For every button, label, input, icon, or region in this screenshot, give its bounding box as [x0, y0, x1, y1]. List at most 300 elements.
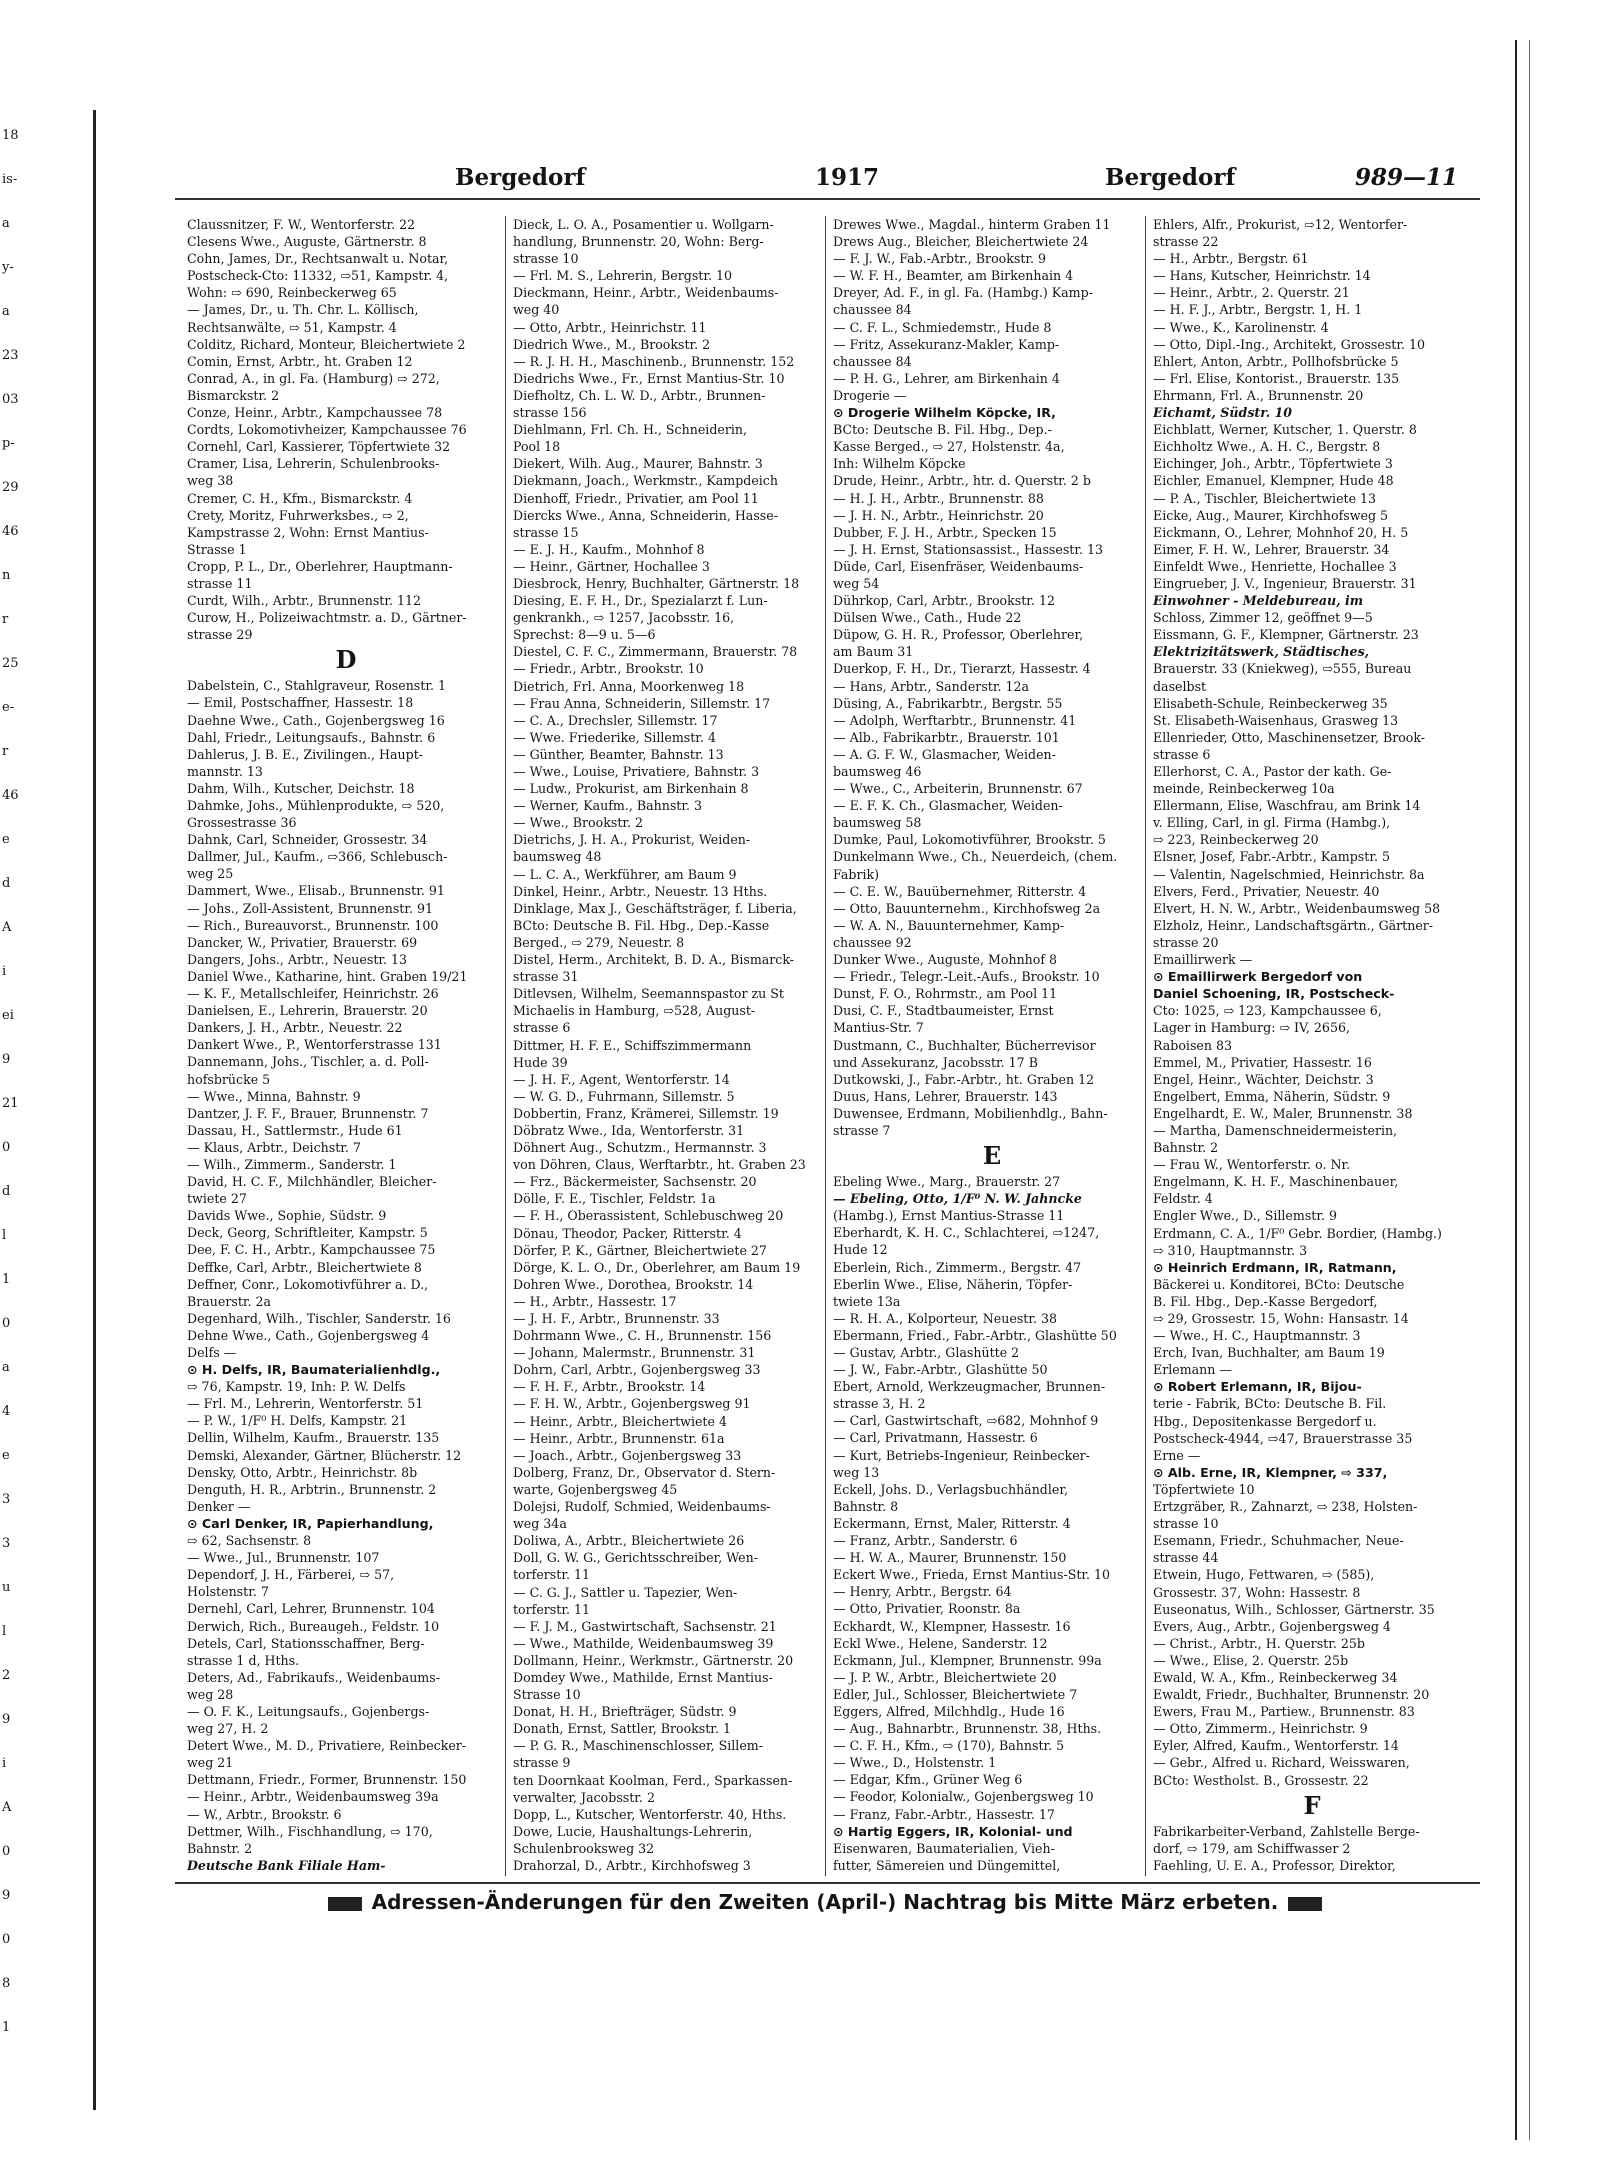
directory-entry: Diekmann, Joach., Werkmstr., Kampdeich — [513, 473, 778, 489]
directory-entry: — A. G. F. W., Glasmacher, Weiden- — [833, 746, 1056, 762]
fragment-text: a — [2, 216, 10, 231]
directory-entry: Evers, Aug., Arbtr., Gojenbergsweg 4 — [1153, 1618, 1391, 1634]
directory-entry: Dohrmann Wwe., C. H., Brunnenstr. 156 — [513, 1328, 772, 1344]
directory-entry: Denker — — [187, 1498, 251, 1514]
pointing-hand-icon — [1288, 1897, 1322, 1911]
advertisement-entry: ⊙ Hartig Eggers, IR, Kolonial- und — [833, 1823, 1073, 1839]
directory-entry: Engelhardt, E. W., Maler, Brunnenstr. 38 — [1153, 1105, 1413, 1121]
directory-entry: Fabrikarbeiter-Verband, Zahlstelle Berge- — [1153, 1823, 1420, 1839]
directory-entry: Diestel, C. F. C., Zimmermann, Brauerstr. 78 — [513, 644, 798, 660]
directory-entry: — Frau Anna, Schneiderin, Sillemstr. 17 — [513, 695, 771, 711]
directory-entry: Eimer, F. H. W., Lehrer, Brauerstr. 34 — [1153, 541, 1390, 557]
directory-entry: Düsing, A., Fabrikarbtr., Bergstr. 55 — [833, 695, 1063, 711]
directory-entry: Engelmann, K. H. F., Maschinenbauer, — [1153, 1174, 1399, 1190]
advertisement-entry: ⊙ Heinrich Erdmann, IR, Ratmann, — [1153, 1259, 1397, 1275]
fragment-text: is- — [2, 172, 18, 187]
fragment-text: l — [2, 1228, 7, 1243]
directory-entry: ⇨ 62, Sachsenstr. 8 — [187, 1533, 312, 1549]
directory-entry: — Otto, Arbtr., Heinrichstr. 11 — [513, 319, 707, 335]
directory-entry: Diedrichs Wwe., Fr., Ernst Mantius-Str. 10 — [513, 370, 785, 386]
directory-entry: — Martha, Damenschneidermeisterin, — [1153, 1122, 1398, 1138]
directory-entry: Drahorzal, D., Arbtr., Kirchhofsweg 3 — [513, 1858, 751, 1873]
directory-entry: Cordts, Lokomotivheizer, Kampchaussee 76 — [187, 422, 467, 438]
directory-entry — [833, 1874, 1151, 1876]
fragment-text: 21 — [2, 1096, 19, 1111]
directory-entry: Eicke, Aug., Maurer, Kirchhofsweg 5 — [1153, 507, 1389, 523]
directory-entry: — W. A. N., Bauunternehmer, Kamp- — [833, 917, 1065, 933]
advertisement-entry: ⊙ Drogerie Wilhelm Köpcke, IR, — [833, 405, 1056, 421]
advertisement-entry: ⊙ H. Delfs, IR, Baumaterialienhdlg., — [187, 1362, 441, 1378]
directory-entry: Detels, Carl, Stationsschaffner, Berg- — [187, 1635, 425, 1651]
fragment-text: 23 — [2, 348, 19, 363]
directory-entry: — Frz., Bäckermeister, Sachsenstr. 20 — [513, 1174, 757, 1190]
directory-entry: — O. F. K., Leitungsaufs., Gojenbergs- — [187, 1703, 430, 1719]
directory-entry: — C. A., Drechsler, Sillemstr. 17 — [513, 712, 718, 728]
directory-entry: — P. H. G., Lehrer, am Birkenhain 4 — [833, 370, 1060, 386]
directory-entry: Dolejsi, Rudolf, Schmied, Weidenbaums- — [513, 1499, 771, 1515]
directory-entry: Postscheck-Cto: 11332, ⇨51, Kampstr. 4, — [187, 268, 449, 284]
fragment-text: 0 — [2, 1140, 11, 1155]
directory-entry: Eberhardt, K. H. C., Schlachterei, ⇨1247, — [833, 1225, 1100, 1241]
directory-entry: weg 27, H. 2 — [187, 1721, 269, 1737]
directory-entry: strasse 3, H. 2 — [833, 1396, 926, 1412]
directory-entry: — Otto, Zimmerm., Heinrichstr. 9 — [1153, 1721, 1368, 1737]
directory-entry: strasse 31 — [513, 969, 579, 985]
book-spine-edge — [1515, 40, 1545, 2140]
directory-entry: Dannemann, Johs., Tischler, a. d. Poll- — [187, 1054, 429, 1070]
footer-text: Adressen-Änderungen für den Zweiten (April-) Nachtrag bis Mitte März erbeten. — [371, 1890, 1279, 1914]
advertisement-entry: ⊙ Carl Denker, IR, Papierhandlung, — [187, 1515, 434, 1531]
section-letter: D — [335, 645, 357, 675]
fragment-text: 29 — [2, 480, 19, 495]
directory-entry: Dellin, Wilhelm, Kaufm., Brauerstr. 135 — [187, 1430, 440, 1446]
directory-entry: Eberlin Wwe., Elise, Näherin, Töpfer- — [833, 1276, 1073, 1292]
directory-entry: Berged., ⇨ 279, Neuestr. 8 — [513, 934, 685, 950]
directory-entry: — Alb., Fabrikarbtr., Brauerstr. 101 — [833, 729, 1060, 745]
advertisement-entry: ⊙ Alb. Erne, IR, Klempner, ⇨ 337, — [1153, 1464, 1388, 1480]
directory-entry: Dee, F. C. H., Arbtr., Kampchaussee 75 — [187, 1242, 436, 1258]
directory-entry: Wohn: ⇨ 690, Reinbeckerweg 65 — [187, 285, 397, 301]
directory-entry: Diesbrock, Henry, Buchhalter, Gärtnerstr. 18 — [513, 575, 800, 591]
directory-entry: Engler Wwe., D., Sillemstr. 9 — [1153, 1208, 1337, 1224]
directory-entry: — J. H. N., Arbtr., Heinrichstr. 20 — [833, 507, 1044, 523]
directory-entry: Raboisen 83 — [1153, 1037, 1233, 1053]
directory-entry: Dubber, F. J. H., Arbtr., Specken 15 — [833, 524, 1057, 540]
directory-entry: Elisabeth-Schule, Reinbeckerweg 35 — [1153, 695, 1388, 711]
directory-entry: genkrankh., ⇨ 1257, Jacobsstr. 16, — [513, 610, 735, 626]
directory-entry: strasse 10 — [513, 251, 579, 267]
fragment-text: 46 — [2, 788, 19, 803]
directory-entry: Dassau, H., Sattlermstr., Hude 61 — [187, 1122, 403, 1138]
advertisement-entry: Daniel Schoening, IR, Postscheck- — [1153, 986, 1395, 1002]
directory-entry: Dobbertin, Franz, Krämerei, Sillemstr. 19 — [513, 1105, 779, 1121]
directory-entry: meinde, Reinbeckerweg 10a — [1153, 781, 1335, 797]
fragment-text: ei — [2, 1008, 14, 1023]
directory-entry: Dancker, W., Privatier, Brauerstr. 69 — [187, 934, 418, 950]
directory-entry: Dohrn, Carl, Arbtr., Gojenbergsweg 33 — [513, 1362, 761, 1378]
directory-entry: — J. P. W., Arbtr., Bleichertwiete 20 — [833, 1669, 1057, 1685]
directory-entry: — James, Dr., u. Th. Chr. L. Köllisch, — [187, 302, 419, 318]
directory-entry: Drogerie — — [833, 387, 907, 403]
directory-entry: dorf, ⇨ 179, am Schiffwasser 2 — [1153, 1840, 1351, 1856]
directory-entry — [1153, 1874, 1471, 1876]
directory-entry: Eichholtz Wwe., A. H. C., Bergstr. 8 — [1153, 439, 1381, 455]
directory-entry: Düde, Carl, Eisenfräser, Weidenbaums- — [833, 558, 1084, 574]
fragment-text: u — [2, 1580, 11, 1595]
directory-entry: Duerkop, F. H., Dr., Tierarzt, Hassestr. 4 — [833, 661, 1091, 677]
directory-entry: Mantius-Str. 7 — [833, 1020, 924, 1036]
directory-entry: — Frl. M. S., Lehrerin, Bergstr. 10 — [513, 268, 733, 284]
directory-entry: Faehling, U. E. A., Professor, Direktor, — [1153, 1857, 1396, 1873]
fragment-text: a — [2, 304, 10, 319]
directory-entry: Emaillirwerk — — [1153, 952, 1253, 968]
directory-entry: terie - Fabrik, BCto: Deutsche B. Fil. — [1153, 1396, 1387, 1412]
directory-entry: Curow, H., Polizeiwachtmstr. a. D., Gärtner- — [187, 610, 467, 626]
fragment-text: 0 — [2, 1316, 11, 1331]
directory-entry: Dangers, Johs., Arbtr., Neuestr. 13 — [187, 951, 408, 967]
directory-entry: Detert Wwe., M. D., Privatiere, Reinbecker- — [187, 1738, 467, 1754]
directory-entry: strasse 15 — [513, 524, 579, 540]
directory-entry: Brauerstr. 33 (Kniekweg), ⇨555, Bureau — [1153, 661, 1412, 677]
directory-entry: B. Fil. Hbg., Dep.-Kasse Bergedorf, — [1153, 1293, 1378, 1309]
directory-entry: Dahm, Wilh., Kutscher, Deichstr. 18 — [187, 780, 415, 796]
directory-entry: — F. J. M., Gastwirtschaft, Sachsenstr. 21 — [513, 1618, 777, 1634]
directory-entry: Diercks Wwe., Anna, Schneiderin, Hasse- — [513, 507, 778, 523]
directory-entry: torferstr. 11 — [513, 1601, 590, 1617]
directory-entry: Düpow, G. H. R., Professor, Oberlehrer, — [833, 627, 1084, 643]
directory-entry: — Wwe., Louise, Privatiere, Bahnstr. 3 — [513, 764, 760, 779]
directory-entry: Eyler, Alfred, Kaufm., Wentorferstr. 14 — [1153, 1738, 1399, 1754]
directory-entry: Erdmann, C. A., 1/F⁰ Gebr. Bordier, (Hambg.) — [1153, 1225, 1442, 1241]
directory-entry: — Frl. M., Lehrerin, Wentorferstr. 51 — [187, 1396, 424, 1412]
adjacent-page-fragment — [0, 110, 96, 2110]
directory-entry: Etwein, Hugo, Fettwaren, ⇨ (585), — [1153, 1567, 1375, 1583]
directory-entry: Deck, Georg, Schriftleiter, Kampstr. 5 — [187, 1225, 428, 1241]
fragment-text: r — [2, 744, 9, 759]
directory-entry: — H. W. A., Maurer, Brunnenstr. 150 — [833, 1550, 1067, 1566]
directory-entry: — Heinr., Arbtr., Weidenbaumsweg 39a — [187, 1789, 439, 1805]
directory-entry: Dettmann, Friedr., Former, Brunnenstr. 150 — [187, 1772, 467, 1788]
column-2 — [513, 216, 831, 1876]
directory-entry: — C. F. H., Kfm., ⇨ (170), Bahnstr. 5 — [833, 1738, 1065, 1754]
fragment-text: d — [2, 1184, 11, 1199]
directory-entry: Schulenbrooksweg 32 — [513, 1840, 655, 1856]
directory-entry: — Christ., Arbtr., H. Querstr. 25b — [1153, 1635, 1365, 1651]
directory-entry: Cohn, James, Dr., Rechtsanwalt u. Notar, — [187, 251, 449, 267]
directory-entry: Dölle, F. E., Tischler, Feldstr. 1a — [513, 1191, 716, 1207]
directory-entry: Hude 39 — [513, 1054, 568, 1070]
fragment-text: 3 — [2, 1536, 11, 1551]
directory-entry: Rechtsanwälte, ⇨ 51, Kampstr. 4 — [187, 319, 397, 335]
directory-entry: Eckmann, Jul., Klempner, Brunnenstr. 99a — [833, 1652, 1102, 1668]
directory-entry: Demski, Alexander, Gärtner, Blücherstr. 12 — [187, 1447, 462, 1463]
directory-entry: Donath, Ernst, Sattler, Brookstr. 1 — [513, 1721, 731, 1737]
directory-entry: Deffner, Conr., Lokomotivführer a. D., — [187, 1276, 429, 1292]
directory-entry: weg 40 — [513, 302, 560, 318]
directory-entry: Dienhoff, Friedr., Privatier, am Pool 11 — [513, 490, 759, 506]
directory-entry: — W., Arbtr., Brookstr. 6 — [187, 1806, 342, 1822]
directory-entry: Clesens Wwe., Auguste, Gärtnerstr. 8 — [187, 234, 427, 250]
section-letter: E — [982, 1141, 1002, 1171]
directory-entry: Deffke, Carl, Arbtr., Bleichertwiete 8 — [187, 1259, 422, 1275]
directory-entry: Feldstr. 4 — [1153, 1191, 1213, 1207]
directory-entry: Hude 12 — [833, 1242, 888, 1258]
directory-entry: Dahnk, Carl, Schneider, Grossestr. 34 — [187, 832, 428, 848]
directory-entry: — F. J. W., Fab.-Arbtr., Brookstr. 9 — [833, 251, 1047, 267]
directory-entry: — Friedr., Arbtr., Brookstr. 10 — [513, 661, 704, 677]
directory-entry: Eckell, Johs. D., Verlagsbuchhändler, — [833, 1481, 1068, 1497]
directory-entry: — R. H. A., Kolporteur, Neuestr. 38 — [833, 1310, 1058, 1326]
directory-entry: Densky, Otto, Arbtr., Heinrichstr. 8b — [187, 1464, 418, 1480]
page-edge-line — [93, 110, 96, 2110]
directory-entry: Kampstrasse 2, Wohn: Ernst Mantius- — [187, 524, 429, 540]
directory-entry: David, H. C. F., Milchhändler, Bleicher- — [187, 1174, 437, 1190]
directory-entry: daselbst — [1153, 678, 1207, 694]
directory-entry: baumsweg 46 — [833, 764, 922, 779]
directory-entry: chaussee 84 — [833, 353, 912, 369]
directory-entry: BCto: Deutsche B. Fil. Hbg., Dep.-Kasse — [513, 917, 770, 933]
directory-entry: Dieckmann, Heinr., Arbtr., Weidenbaums- — [513, 285, 779, 301]
directory-entry: Denguth, H. R., Arbtrin., Brunnenstr. 2 — [187, 1481, 437, 1497]
directory-entry: Conrad, A., in gl. Fa. (Hamburg) ⇨ 272, — [187, 370, 440, 386]
directory-entry: Einfeldt Wwe., Henriette, Hochallee 3 — [1153, 558, 1397, 574]
directory-entry: Eichinger, Joh., Arbtr., Töpfertwiete 3 — [1153, 456, 1393, 472]
fragment-text: 18 — [2, 128, 19, 143]
directory-entry: — H., Arbtr., Bergstr. 61 — [1153, 251, 1309, 267]
fragment-text: p- — [2, 436, 15, 451]
directory-entry: Dowe, Lucie, Haushaltungs-Lehrerin, — [513, 1823, 753, 1839]
directory-entry: Hbg., Depositenkasse Bergedorf u. — [1153, 1413, 1377, 1429]
directory-entry: Doliwa, A., Arbtr., Bleichertwiete 26 — [513, 1533, 745, 1549]
directory-entry: Cornehl, Carl, Kassierer, Töpfertwiete 32 — [187, 439, 451, 455]
directory-entry: Ewaldt, Friedr., Buchhalter, Brunnenstr. 20 — [1153, 1687, 1430, 1703]
directory-entry: Ellerhorst, C. A., Pastor der kath. Ge- — [1153, 764, 1392, 779]
directory-entry: v. Elling, Carl, in gl. Firma (Hambg.), — [1153, 815, 1391, 831]
directory-entry: chaussee 84 — [833, 302, 912, 318]
directory-entry: weg 34a — [513, 1516, 567, 1532]
page-header — [175, 160, 1480, 194]
directory-entry: — Feodor, Kolonialw., Gojenbergsweg 10 — [833, 1789, 1094, 1805]
fragment-text: d — [2, 876, 11, 891]
fragment-text: y- — [2, 260, 14, 275]
directory-entry: — W. F. H., Beamter, am Birkenhain 4 — [833, 268, 1074, 284]
directory-entry: — Heinr., Arbtr., 2. Querstr. 21 — [1153, 285, 1350, 301]
column-1 — [187, 216, 505, 1876]
directory-entry: — J. H. F., Arbtr., Brunnenstr. 33 — [513, 1311, 720, 1326]
directory-entry: strasse 6 — [1153, 746, 1211, 762]
directory-entry: Lager in Hamburg: ⇨ IV, 2656, — [1153, 1020, 1350, 1036]
directory-entry: Dahlerus, J. B. E., Zivilingen., Haupt- — [187, 746, 424, 762]
highlighted-entry — [187, 1874, 505, 1876]
fragment-text: i — [2, 964, 7, 979]
directory-entry: — Hans, Kutscher, Heinrichstr. 14 — [1153, 268, 1371, 284]
directory-entry: Degenhard, Wilh., Tischler, Sanderstr. 16 — [187, 1310, 451, 1326]
directory-entry: Eissmann, G. F., Klempner, Gärtnerstr. 23 — [1153, 627, 1419, 643]
fragment-text: n — [2, 568, 11, 583]
directory-entry: Comin, Ernst, Arbtr., ht. Graben 12 — [187, 353, 413, 369]
directory-entry: baumsweg 48 — [513, 849, 602, 865]
directory-entry: Pool 18 — [513, 439, 561, 455]
directory-entry: Dinkel, Heinr., Arbtr., Neuestr. 13 Hths. — [513, 883, 768, 899]
directory-entry: ⇨ 223, Reinbeckerweg 20 — [1153, 832, 1319, 848]
directory-entry: — J. W., Fabr.-Arbtr., Glashütte 50 — [833, 1362, 1048, 1378]
directory-entry: Ellermann, Elise, Waschfrau, am Brink 14 — [1153, 798, 1421, 814]
directory-entry: Ebermann, Fried., Fabr.-Arbtr., Glashütte 50 — [833, 1327, 1117, 1343]
directory-entry: Eckermann, Ernst, Maler, Ritterstr. 4 — [833, 1515, 1071, 1531]
directory-entry: Daehne Wwe., Cath., Gojenbergsweg 16 — [187, 712, 445, 728]
directory-entry: Eickmann, O., Lehrer, Mohnhof 20, H. 5 — [1153, 524, 1409, 540]
directory-entry: Döhnert Aug., Schutzm., Hermannstr. 3 — [513, 1140, 767, 1156]
directory-entry: Eichblatt, Werner, Kutscher, 1. Querstr. 8 — [1153, 422, 1417, 438]
directory-entry: Dunst, F. O., Rohrmstr., am Pool 11 — [833, 986, 1058, 1002]
directory-entry: Eckert Wwe., Frieda, Ernst Mantius-Str. 10 — [833, 1567, 1111, 1583]
directory-entry: — Wwe., D., Holstenstr. 1 — [833, 1755, 997, 1771]
directory-entry: weg 13 — [833, 1464, 880, 1480]
directory-entry: Ehlert, Anton, Arbtr., Pollhofsbrücke 5 — [1153, 353, 1399, 369]
directory-entry: — Otto, Dipl.-Ing., Architekt, Grossestr. 10 — [1153, 336, 1426, 352]
directory-entry: Cremer, C. H., Kfm., Bismarckstr. 4 — [187, 490, 413, 506]
directory-entry: — J. H. Ernst, Stationsassist., Hassestr. 13 — [833, 541, 1104, 557]
header-right-place: Bergedorf — [1105, 164, 1236, 191]
fragment-text: 0 — [2, 1932, 11, 1947]
directory-entry: Diesing, E. F. H., Dr., Spezialarzt f. Lun- — [513, 593, 768, 609]
directory-entry: Domdey Wwe., Mathilde, Ernst Mantius- — [513, 1669, 773, 1685]
directory-entry: Elzholz, Heinr., Landschaftsgärtn., Gärtner- — [1153, 917, 1434, 933]
highlighted-entry: Einwohner - Meldebureau, im — [1153, 593, 1364, 609]
directory-entry: — Franz, Fabr.-Arbtr., Hassestr. 17 — [833, 1806, 1055, 1822]
directory-entry: Döbratz Wwe., Ida, Wentorferstr. 31 — [513, 1122, 745, 1138]
directory-entry: handlung, Brunnenstr. 20, Wohn: Berg- — [513, 234, 764, 250]
directory-entry: Töpfertwiete 10 — [1153, 1481, 1255, 1497]
directory-entry: verwalter, Jacobsstr. 2 — [513, 1789, 655, 1805]
directory-entry: Erne — — [1153, 1447, 1201, 1463]
directory-entry: Dönau, Theodor, Packer, Ritterstr. 4 — [513, 1225, 742, 1241]
directory-entry: — Otto, Privatier, Roonstr. 8a — [833, 1601, 1021, 1617]
directory-entry: strasse 6 — [513, 1020, 571, 1036]
directory-entry: Eckl Wwe., Helene, Sanderstr. 12 — [833, 1635, 1048, 1651]
directory-entry: — H. J. H., Arbtr., Brunnenstr. 88 — [833, 490, 1044, 506]
directory-entry: Elvert, H. N. W., Arbtr., Weidenbaumsweg 58 — [1153, 900, 1441, 916]
directory-entry: — Klaus, Arbtr., Deichstr. 7 — [187, 1139, 361, 1155]
directory-entry: Grossestrasse 36 — [187, 815, 297, 831]
directory-entry: baumsweg 58 — [833, 815, 922, 831]
directory-entry: St. Elisabeth-Waisenhaus, Grasweg 13 — [1153, 712, 1399, 728]
directory-entry: — Hans, Arbtr., Sanderstr. 12a — [833, 678, 1030, 694]
directory-entry: strasse 1 d, Hths. — [187, 1652, 300, 1668]
directory-entry: — Wwe., C., Arbeiterin, Brunnenstr. 67 — [833, 781, 1083, 797]
directory-entry: — Heinr., Arbtr., Bleichertwiete 4 — [513, 1413, 727, 1429]
directory-entry: Dührkop, Carl, Arbtr., Brookstr. 12 — [833, 593, 1055, 609]
directory-entry: Inh: Wilhelm Köpcke — [833, 456, 966, 472]
fragment-text: 8 — [2, 1976, 11, 1991]
directory-entry: — W. G. D., Fuhrmann, Sillemstr. 5 — [513, 1088, 735, 1104]
fragment-text: A — [2, 920, 12, 935]
directory-entry: Bahnstr. 2 — [187, 1840, 253, 1856]
directory-entry: Dutkowski, J., Fabr.-Arbtr., ht. Graben 12 — [833, 1071, 1095, 1087]
directory-entry: Dustmann, C., Buchhalter, Bücherrevisor — [833, 1037, 1096, 1053]
fragment-text: e — [2, 1448, 10, 1463]
directory-entry: — J. H. F., Agent, Wentorferstr. 14 — [513, 1071, 730, 1087]
directory-entry: strasse 29 — [187, 627, 253, 643]
directory-entry: Dankert Wwe., P., Wentorferstrasse 131 — [187, 1037, 442, 1053]
directory-entry: weg 54 — [833, 575, 880, 591]
fragment-text: 9 — [2, 1052, 11, 1067]
highlighted-entry: — Ebeling, Otto, 1/F⁰ N. W. Jahncke — [833, 1191, 1082, 1207]
directory-entry: am Baum 31 — [833, 644, 914, 660]
directory-entry: Claussnitzer, F. W., Wentorferstr. 22 — [187, 217, 416, 232]
directory-entry: Dieck, L. O. A., Posamentier u. Wollgarn- — [513, 217, 774, 232]
directory-entry: — Carl, Gastwirtschaft, ⇨682, Mohnhof 9 — [833, 1413, 1099, 1429]
directory-entry: Dabelstein, C., Stahlgraveur, Rosenstr. 1 — [187, 678, 446, 694]
advertisement-entry: ⊙ Emaillirwerk Bergedorf von — [1153, 969, 1363, 985]
directory-entry: — Ludw., Prokurist, am Birkenhain 8 — [513, 781, 749, 797]
directory-entry: Esemann, Friedr., Schuhmacher, Neue- — [1153, 1533, 1404, 1549]
fragment-text: 3 — [2, 1492, 11, 1507]
directory-entry: twiete 27 — [187, 1191, 247, 1207]
fragment-text: 9 — [2, 1888, 11, 1903]
directory-entry: — Otto, Bauunternehm., Kirchhofsweg 2a — [833, 900, 1101, 916]
directory-entry: — Kurt, Betriebs-Ingenieur, Reinbecker- — [833, 1447, 1090, 1463]
directory-entry: Diehlmann, Frl. Ch. H., Schneiderin, — [513, 422, 747, 438]
directory-entry: — Wwe., Brookstr. 2 — [513, 815, 644, 831]
directory-entry: Edler, Jul., Schlosser, Bleichertwiete 7 — [833, 1686, 1078, 1702]
directory-entry: Derwich, Rich., Bureaugeh., Feldstr. 10 — [187, 1618, 440, 1634]
directory-entry: Dallmer, Jul., Kaufm., ⇨366, Schlebusch- — [187, 849, 448, 865]
directory-entry: — R. J. H. H., Maschinenb., Brunnenstr. 152 — [513, 353, 795, 369]
directory-entry: Duus, Hans, Lehrer, Brauerstr. 143 — [833, 1088, 1058, 1104]
directory-entry: Dollmann, Heinr., Werkmstr., Gärtnerstr. 20 — [513, 1652, 794, 1668]
fragment-text: A — [2, 1800, 12, 1815]
directory-entry: Cto: 1025, ⇨ 123, Kampchaussee 6, — [1153, 1003, 1382, 1019]
spine-line — [1529, 40, 1530, 2140]
directory-entry: — Wwe., K., Karolinenstr. 4 — [1153, 319, 1329, 335]
directory-entry: Ebert, Arnold, Werkzeugmacher, Brunnen- — [833, 1379, 1106, 1395]
directory-entry: weg 21 — [187, 1755, 234, 1771]
directory-entry: Dietrichs, J. H. A., Prokurist, Weiden- — [513, 832, 751, 848]
highlighted-entry: Deutsche Bank Filiale Ham- — [187, 1857, 386, 1873]
directory-entry: Ehlers, Alfr., Prokurist, ⇨12, Wentorfer- — [1153, 217, 1408, 232]
directory-entry: Ertzgräber, R., Zahnarzt, ⇨ 238, Holsten- — [1153, 1499, 1418, 1515]
directory-entry: Eggers, Alfred, Milchhdlg., Hude 16 — [833, 1703, 1065, 1719]
directory-entry: Diekert, Wilh. Aug., Maurer, Bahnstr. 3 — [513, 456, 763, 472]
directory-entry: — Heinr., Arbtr., Brunnenstr. 61a — [513, 1430, 725, 1446]
directory-entry: ⇨ 310, Hauptmannstr. 3 — [1153, 1242, 1308, 1258]
directory-entry: — H. F. J., Arbtr., Bergstr. 1, H. 1 — [1153, 302, 1363, 318]
directory-entry: Ditlevsen, Wilhelm, Seemannspastor zu St — [513, 986, 784, 1002]
directory-entry: Eichler, Emanuel, Klempner, Hude 48 — [1153, 473, 1394, 489]
directory-entry: strasse 7 — [833, 1122, 891, 1138]
directory-entry: Donat, H. H., Briefträger, Südstr. 9 — [513, 1704, 737, 1720]
directory-entry: Doll, G. W. G., Gerichtsschreiber, Wen- — [513, 1550, 758, 1566]
directory-entry: ten Doornkaat Koolman, Ferd., Sparkassen- — [513, 1772, 793, 1788]
directory-entry: BCto: Westholst. B., Grossestr. 22 — [1153, 1772, 1369, 1788]
directory-entry: — P. A., Tischler, Bleichertwiete 13 — [1153, 490, 1377, 506]
directory-columns — [175, 216, 1480, 1876]
directory-entry: — Heinr., Gärtner, Hochallee 3 — [513, 558, 710, 574]
directory-entry: Cramer, Lisa, Lehrerin, Schulenbrooks- — [187, 456, 440, 472]
directory-entry: Dehne Wwe., Cath., Gojenbergsweg 4 — [187, 1327, 430, 1343]
directory-entry: Deters, Ad., Fabrikaufs., Weidenbaums- — [187, 1669, 440, 1685]
fragment-text: 25 — [2, 656, 19, 671]
fragment-text: 1 — [2, 2020, 11, 2035]
directory-entry: torferstr. 11 — [513, 1567, 590, 1583]
directory-entry: Engelbert, Emma, Näherin, Südstr. 9 — [1153, 1088, 1391, 1104]
directory-entry: — P. W., 1/F⁰ H. Delfs, Kampstr. 21 — [187, 1413, 408, 1429]
fragment-text: e- — [2, 700, 15, 715]
directory-entry: und Assekuranz, Jacobsstr. 17 B — [833, 1054, 1038, 1070]
spine-line — [1515, 40, 1517, 2140]
directory-entry: weg 28 — [187, 1686, 234, 1702]
